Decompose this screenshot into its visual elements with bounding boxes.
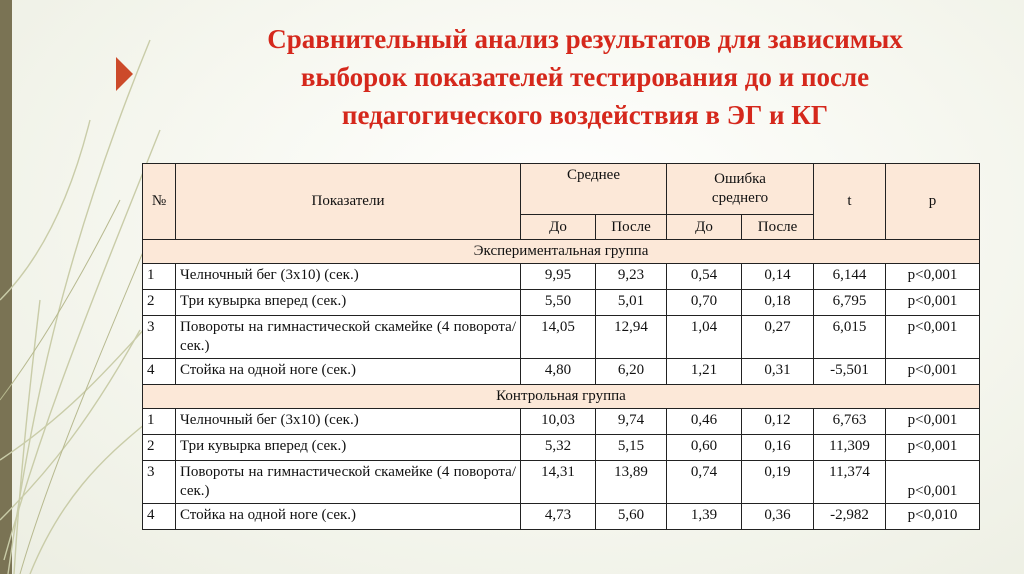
table-row [143,359,980,385]
mean-after: 5,15 [596,435,667,461]
error-after: 0,36 [742,504,814,530]
header-error [667,164,814,215]
header-error-after: После [742,215,814,240]
group-title: Контрольная группа [143,385,980,409]
title-line-2: выборок показателей тестирования до и после [300,62,870,92]
p-value: p<0,001 [886,435,980,461]
mean-before: 5,50 [521,290,596,316]
row-indicator: Челночный бег (3х10) (сек.) [176,409,521,435]
slide-title [175,20,995,134]
mean-before: 9,95 [521,264,596,290]
error-after: 0,14 [742,264,814,290]
row-indicator: Челночный бег (3х10) (сек.) [176,264,521,290]
mean-after: 13,89 [596,461,667,504]
error-before: 0,70 [667,290,742,316]
header-error-line2: среднего [711,190,769,206]
p-value: p<0,001 [886,316,980,359]
mean-before: 14,31 [521,461,596,504]
error-after: 0,19 [742,461,814,504]
t-value: 11,309 [814,435,886,461]
header-mean: Среднее [521,164,667,215]
error-before: 0,74 [667,461,742,504]
title-line-1: Сравнительный анализ результатов для зависимых [267,24,903,54]
p-value: p<0,001 [886,264,980,290]
t-value: 6,795 [814,290,886,316]
row-indicator: Повороты на гимнастической скамейке (4 поворота/сек.) [176,461,521,504]
title-line-3: педагогического воздействия в ЭГ и КГ [341,100,829,130]
p-value: p<0,001 [886,461,980,504]
error-before: 0,46 [667,409,742,435]
row-indicator: Стойка на одной ноге (сек.) [176,359,521,385]
group-row-control [143,385,980,409]
error-before: 1,39 [667,504,742,530]
t-value: 6,015 [814,316,886,359]
mean-after: 5,01 [596,290,667,316]
group-row-experimental [143,240,980,264]
mean-before: 5,32 [521,435,596,461]
row-num: 2 [143,290,176,316]
mean-after: 6,20 [596,359,667,385]
table-row [143,435,980,461]
t-value: -2,982 [814,504,886,530]
row-num: 4 [143,359,176,385]
error-after: 0,27 [742,316,814,359]
row-indicator: Стойка на одной ноге (сек.) [176,504,521,530]
error-before: 1,21 [667,359,742,385]
t-value: 6,144 [814,264,886,290]
p-value: p<0,001 [886,290,980,316]
error-after: 0,31 [742,359,814,385]
header-error-before: До [667,215,742,240]
mean-before: 10,03 [521,409,596,435]
row-num: 1 [143,264,176,290]
row-num: 3 [143,316,176,359]
header-mean-after: После [596,215,667,240]
error-after: 0,12 [742,409,814,435]
table-row [143,409,980,435]
table-row [143,461,980,504]
t-value: 11,374 [814,461,886,504]
error-before: 0,54 [667,264,742,290]
row-num: 2 [143,435,176,461]
header-indicators: Показатели [176,164,521,240]
t-value: 6,763 [814,409,886,435]
table-row [143,504,980,530]
header-error-line1: Ошибка [714,171,766,187]
row-num: 1 [143,409,176,435]
header-num: № [143,164,176,240]
p-value: p<0,001 [886,359,980,385]
header-p: p [886,164,980,240]
mean-after: 9,23 [596,264,667,290]
row-indicator: Повороты на гимнастической скамейке (4 поворота/сек.) [176,316,521,359]
mean-before: 4,80 [521,359,596,385]
group-title: Экспериментальная группа [143,240,980,264]
p-value: p<0,001 [886,409,980,435]
error-after: 0,18 [742,290,814,316]
header-mean-before: До [521,215,596,240]
mean-after: 5,60 [596,504,667,530]
mean-after: 9,74 [596,409,667,435]
results-table [142,163,980,530]
row-indicator: Три кувырка вперед (сек.) [176,435,521,461]
mean-after: 12,94 [596,316,667,359]
table-row [143,290,980,316]
header-t: t [814,164,886,240]
table-row [143,264,980,290]
mean-before: 14,05 [521,316,596,359]
error-before: 1,04 [667,316,742,359]
t-value: -5,501 [814,359,886,385]
error-before: 0,60 [667,435,742,461]
row-indicator: Три кувырка вперед (сек.) [176,290,521,316]
row-num: 3 [143,461,176,504]
p-value: p<0,010 [886,504,980,530]
row-num: 4 [143,504,176,530]
error-after: 0,16 [742,435,814,461]
mean-before: 4,73 [521,504,596,530]
table-row [143,316,980,359]
title-arrow-icon [116,57,133,91]
